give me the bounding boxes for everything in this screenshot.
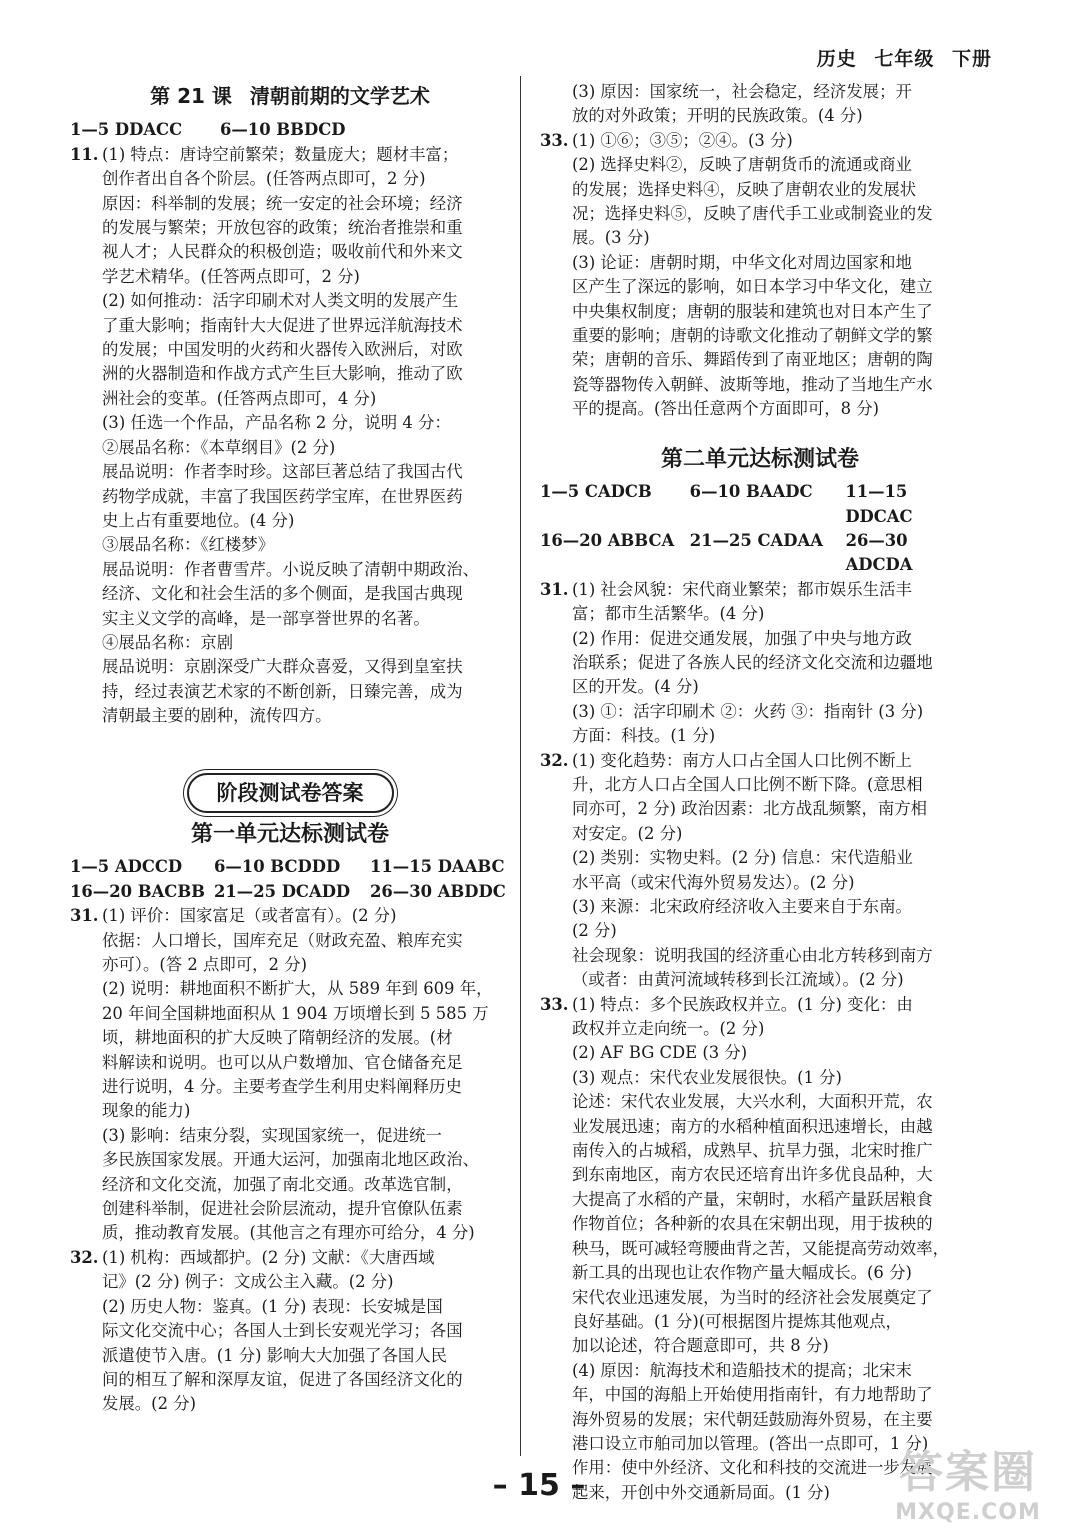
mc-answer: 6—10 BAADC bbox=[689, 482, 813, 502]
answer-line: 治联系；促进了各族人民的经济文化交流和边疆地 bbox=[572, 652, 933, 672]
answer-line: ③展品名称：《红楼梦》 bbox=[102, 535, 275, 555]
answer-line: 洲的火器制造和作战方式产生巨大影响，推动了欧 bbox=[102, 364, 463, 384]
lesson-number: 第 21 课 bbox=[150, 84, 232, 108]
question-number: 31. bbox=[70, 906, 99, 926]
answer-line: 派遣使节入唐。(1 分) 影响大大加强了各国人民 bbox=[102, 1345, 448, 1365]
question-number: 33. bbox=[540, 994, 569, 1014]
answer-line: 同亦可，2 分) 政治因素：北方战乱频繁，南方相 bbox=[572, 799, 928, 819]
question-number: 31. bbox=[540, 579, 569, 599]
answer-line: 实主义文学的高峰，是一部享誉世界的名著。 bbox=[102, 608, 430, 628]
question-32 bbox=[70, 1246, 510, 1270]
answer-line: (1) 特点：唐诗空前繁荣；数量庞大；题材丰富； bbox=[102, 144, 459, 164]
answer-line: 秧马，既可减轻弯腰曲背之苦，又能提高劳动效率， bbox=[572, 1238, 949, 1258]
answer-line: 学艺术精华。(任答两点即可，2 分) bbox=[102, 266, 360, 286]
question-11-continued bbox=[70, 167, 510, 728]
answer-line: (1) ①⑥；③⑤；②④。(3 分) bbox=[572, 130, 793, 150]
watermark-url: MXQE.COM bbox=[895, 1500, 1041, 1525]
mc-answers-row bbox=[540, 529, 980, 578]
answer-line: 依据：人口增长，国库充足（财政充盈、粮库充实 bbox=[102, 930, 463, 950]
question-body bbox=[572, 749, 980, 773]
left-column bbox=[70, 80, 510, 1417]
mc-answers-row bbox=[540, 480, 980, 529]
question-body bbox=[572, 578, 980, 602]
answer-line: (1) 变化趋势：南方人口占全国人口比例不断上 bbox=[572, 750, 912, 770]
answer-line: ④展品名称：京剧 bbox=[102, 632, 234, 652]
section-title-box: 阶段测试卷答案 bbox=[187, 773, 394, 813]
answer-line: 创建科举制，促进社会阶层流动，提升官僚队伍素 bbox=[102, 1199, 463, 1219]
mc-answer: 1—5 CADCB bbox=[540, 482, 652, 502]
answer-line: 质，推动教育发展。(其他言之有理亦可给分，4 分) bbox=[102, 1223, 475, 1243]
answer-line: 视人才；人民群众的积极创造；吸收前代和外来文 bbox=[102, 242, 463, 262]
answer-line: 港口设立市舶司加以管理。(答出一点即可，1 分) bbox=[572, 1433, 929, 1453]
answer-line: (2 分) bbox=[572, 921, 617, 941]
lesson-heading bbox=[70, 84, 510, 108]
answer-line: 业发展迅速；南方的水稻种植面积迅速增长，由越 bbox=[572, 1116, 933, 1136]
question-33-continued bbox=[540, 153, 980, 421]
mc-answer: 21—25 CADAA bbox=[689, 530, 823, 550]
answer-line: 年，中国的海船上开始使用指南针，有力地帮助了 bbox=[572, 1385, 933, 1405]
mc-answers-row bbox=[70, 880, 510, 904]
lesson-title: 清朝前期的文学艺术 bbox=[249, 84, 430, 108]
mc-answer: 6—10 BBDCD bbox=[220, 120, 346, 140]
answer-line: 经济和文化交流，加强了南北交通。改革选官制， bbox=[102, 1174, 463, 1194]
answer-line: 政权并立走向统一。(2 分) bbox=[572, 1019, 765, 1039]
answer-line: 顷，耕地面积的扩大反映了隋朝经济的发展。(材 bbox=[102, 1028, 453, 1048]
answer-line: 持，经过表演艺术家的不断创新，日臻完善，成为 bbox=[102, 681, 463, 701]
answer-line: 展品说明：作者李时珍。这部巨著总结了我国古代 bbox=[102, 462, 463, 482]
answer-line: (2) 类别：实物史料。(2 分) 信息：宋代造船业 bbox=[572, 848, 913, 868]
watermark-text: 答案圈 bbox=[899, 1447, 1037, 1498]
page-number: – 15 – bbox=[492, 1468, 586, 1503]
answer-line: (3) 来源：北宋政府经济收入主要来自于东南。 bbox=[572, 897, 912, 916]
answer-line: 区的开发。(4 分) bbox=[572, 677, 699, 697]
answer-line: 社会现象：说明我国的经济重心由北方转移到南方 bbox=[572, 945, 933, 965]
answer-line: (1) 特点：多个民族政权并立。(1 分) 变化：由 bbox=[572, 994, 913, 1014]
answer-line: (2) 说明：耕地面积不断扩大，从 589 年到 609 年， bbox=[102, 979, 493, 999]
answer-line: 作用：使中外经济、文化和科技的交流进一步发展 bbox=[572, 1458, 933, 1478]
answer-line: 的发展与繁荣；开放包容的政策；统治者推崇和重 bbox=[102, 218, 463, 238]
answer-line: 经济、文化和社会生活的多个侧面，是我国古典现 bbox=[102, 584, 463, 604]
answer-line: (3) 影响：结束分裂，实现国家统一，促进统一 bbox=[102, 1125, 442, 1145]
header-subject: 历史 bbox=[816, 48, 857, 70]
header-volume: 下册 bbox=[951, 48, 992, 70]
answer-line: (1) 评价：国家富足（或者富有）。(2 分) bbox=[102, 906, 397, 926]
right-column bbox=[540, 80, 980, 1505]
answer-line: 的发展；选择史料④，反映了唐朝农业的发展状 bbox=[572, 179, 917, 199]
question-33-continued bbox=[540, 1017, 980, 1505]
question-body bbox=[572, 993, 980, 1017]
answer-line: 了重大影响；指南针大大促进了世界远洋航海技术 bbox=[102, 315, 463, 335]
mc-answer: 11—15 DDCAC bbox=[845, 482, 913, 526]
answer-line: 的发展；中国发明的火药和火器传入欧洲后，对欧 bbox=[102, 340, 463, 360]
question-body bbox=[102, 1246, 510, 1270]
mc-answer: 16—20 ABBCA bbox=[540, 530, 675, 550]
answer-line: 良好基础。(1 分)(可根据图片提炼其他观点， bbox=[572, 1311, 902, 1331]
unit-2-title: 第二单元达标测试卷 bbox=[660, 446, 859, 472]
mc-answer: 11—15 DAABC bbox=[370, 857, 505, 877]
question-31 bbox=[540, 578, 980, 602]
answer-line: 宋代农业迅速发展，为当时的经济社会发展奠定了 bbox=[572, 1287, 933, 1307]
answer-line: 对安定。(2 分) bbox=[572, 823, 683, 843]
answer-line: 况；选择史料⑤，反映了唐代手工业或制瓷业的发 bbox=[572, 204, 933, 224]
answer-line: 到东南地区，南方农民还培育出许多优良品种，大 bbox=[572, 1165, 933, 1185]
page-number-value: 15 bbox=[518, 1468, 560, 1503]
mc-answers-row bbox=[70, 855, 510, 879]
answer-line: 南传入的占城稻，成熟早、抗旱力强，北宋时推广 bbox=[572, 1141, 933, 1161]
mc-answer: 16—20 BACBB bbox=[70, 881, 206, 901]
answer-line: 作物首位；各种新的农具在宋朝出现，用于拔秧的 bbox=[572, 1214, 933, 1234]
question-number: 32. bbox=[540, 750, 569, 770]
answer-line: 展品说明：京剧深受广大群众喜爱，又得到皇室扶 bbox=[102, 657, 463, 677]
mc-answer: 1—5 DDACC bbox=[70, 120, 183, 140]
answer-line: 创作者出自各个阶层。(任答两点即可，2 分) bbox=[102, 169, 426, 189]
answer-line: 记》(2 分) 例子：文成公主入藏。(2 分) bbox=[102, 1272, 394, 1292]
question-number: 33. bbox=[540, 130, 569, 150]
answer-line: 平的提高。(答出任意两个方面即可，8 分) bbox=[572, 399, 880, 419]
mc-answer: 26—30 ADCDA bbox=[845, 530, 913, 575]
question-32-continued bbox=[540, 773, 980, 993]
continued-answer bbox=[540, 80, 980, 129]
answer-line: 清朝最主要的剧种，流传四方。 bbox=[102, 706, 332, 726]
section-box-wrap bbox=[70, 773, 510, 813]
unit-1-title: 第一单元达标测试卷 bbox=[190, 821, 389, 847]
answer-line: (1) 社会风貌：宋代商业繁荣；都市娱乐生活丰 bbox=[572, 579, 912, 599]
answer-line: (3) 原因：国家统一，社会稳定，经济发展；开 bbox=[572, 82, 912, 101]
answer-line: (3) ①：活字印刷术 ②：火药 ③：指南针 (3 分) bbox=[572, 701, 924, 721]
answer-line: 料解读和说明。也可以从户数增加、官仓储备充足 bbox=[102, 1052, 463, 1072]
column-divider bbox=[520, 76, 521, 1456]
answer-line: (2) 历史人物：鉴真。(1 分) 表现：长安城是国 bbox=[102, 1296, 443, 1316]
answer-line: 发展。(2 分) bbox=[102, 1394, 196, 1414]
answer-line: 新工具的出现也让农作物产量大幅成长。(6 分) bbox=[572, 1263, 912, 1283]
question-31-continued bbox=[540, 602, 980, 748]
question-body bbox=[572, 129, 980, 153]
answer-line: (3) 论证：唐朝时期，中华文化对周边国家和地 bbox=[572, 252, 912, 272]
question-body bbox=[102, 143, 510, 167]
answer-line: 原因：科举制的发展；统一安定的社会环境；经济 bbox=[102, 193, 463, 213]
answer-line: 多民族国家发展。开通大运河，加强南北地区政治、 bbox=[102, 1150, 479, 1170]
answer-line: (2) AF BG CDE (3 分) bbox=[572, 1043, 748, 1063]
mc-answer: 21—25 DCADD bbox=[214, 881, 351, 901]
question-32 bbox=[540, 749, 980, 773]
question-number: 32. bbox=[70, 1247, 99, 1267]
answer-line: 中央集权制度；唐朝的服装和建筑也对日本产生了 bbox=[572, 301, 933, 321]
answer-line: (2) 选择史料②，反映了唐朝货币的流通或商业 bbox=[572, 155, 912, 175]
answer-line: （或者：由黄河流域转移到长江流域）。(2 分) bbox=[572, 970, 904, 990]
answer-line: ②展品名称：《本草纲目》(2 分) bbox=[102, 437, 336, 457]
answer-line: 史上占有重要地位。(4 分) bbox=[102, 510, 295, 530]
answer-line: (4) 原因：航海技术和造船技术的提高；北宋末 bbox=[572, 1360, 912, 1380]
answer-line: 区产生了深远的影响，如日本学习中华文化，建立 bbox=[572, 277, 933, 297]
page-header bbox=[807, 44, 992, 71]
answer-line: (3) 任选一个作品，产品名称 2 分，说明 4 分： bbox=[102, 413, 451, 433]
answer-line: 进行说明，4 分。主要考查学生利用史料阐释历史 bbox=[102, 1077, 462, 1097]
answer-line: 水平高（或宋代海外贸易发达）。(2 分) bbox=[572, 872, 855, 892]
question-32-continued bbox=[70, 1270, 510, 1416]
watermark-logo bbox=[878, 1436, 1058, 1526]
answer-line: 药物学成就，丰富了我国医药学宝库，在世界医药 bbox=[102, 486, 463, 506]
question-31-continued bbox=[70, 929, 510, 1246]
answer-line: 加以论述，符合题意即可，共 8 分) bbox=[572, 1336, 829, 1356]
answer-line: 方面：科技。(1 分) bbox=[572, 726, 716, 746]
answer-line: 亦可）。(答 2 点即可，2 分) bbox=[102, 955, 307, 974]
question-31 bbox=[70, 904, 510, 928]
answer-line: 富；都市生活繁华。(4 分) bbox=[572, 604, 765, 624]
mc-answer: 26—30 ABDDC bbox=[370, 881, 506, 901]
mc-answer: 6—10 BCDDD bbox=[214, 857, 341, 877]
answer-line: 论述：宋代农业发展，大兴水利，大面积开荒，农 bbox=[572, 1092, 933, 1112]
answer-line: 展。(3 分) bbox=[572, 228, 650, 248]
answer-line: 现象的能力) bbox=[102, 1101, 191, 1121]
mc-answers-row bbox=[70, 118, 510, 142]
answer-line: 大提高了水稻的产量，宋朝时，水稻产量跃居粮食 bbox=[572, 1189, 933, 1209]
answer-line: 20 年间全国耕地面积从 1 904 万顷增长到 5 585 万 bbox=[102, 1003, 489, 1023]
answer-line: (2) 作用：促进交通发展，加强了中央与地方政 bbox=[572, 628, 912, 648]
answer-line: (1) 机构：西域都护。(2 分) 文献：《大唐西域 bbox=[102, 1247, 435, 1267]
answer-line: 洲社会的变革。(任答两点即可，4 分) bbox=[102, 388, 377, 408]
answer-line: 海外贸易的发展；宋代朝廷鼓励海外贸易，在主要 bbox=[572, 1409, 933, 1429]
question-33 bbox=[540, 993, 980, 1017]
answer-line: 间的相互了解和深厚友谊，促进了各国经济文化的 bbox=[102, 1369, 463, 1389]
answer-line: 展品说明：作者曹雪芹。小说反映了清朝中期政治、 bbox=[102, 559, 479, 579]
mc-answer: 1—5 ADCCD bbox=[70, 857, 183, 877]
answer-line: (3) 观点：宋代农业发展很快。(1 分) bbox=[572, 1067, 842, 1087]
question-33 bbox=[540, 129, 980, 153]
answer-line: 升，北方人口占全国人口比例不断下降。(意思相 bbox=[572, 774, 923, 794]
answer-line: 瓷等器物传入朝鲜、波斯等地，推动了当地生产水 bbox=[572, 374, 933, 394]
answer-line: 荣；唐朝的音乐、舞蹈传到了南亚地区；唐朝的陶 bbox=[572, 350, 933, 370]
answer-line: 起来，开创中外交通新局面。(1 分) bbox=[572, 1482, 830, 1502]
answer-line: 重要的影响；唐朝的诗歌文化推动了朝鲜文学的繁 bbox=[572, 326, 933, 346]
question-body bbox=[102, 904, 510, 928]
answer-line: 际文化交流中心；各国人士到长安观光学习；各国 bbox=[102, 1321, 463, 1341]
answer-line: 放的对外政策；开明的民族政策。(4 分) bbox=[572, 106, 863, 126]
question-number: 11. bbox=[70, 144, 99, 164]
question-11 bbox=[70, 143, 510, 167]
answer-line: (2) 如何推动：活字印刷术对人类文明的发展产生 bbox=[102, 291, 459, 311]
header-grade: 七年级 bbox=[874, 48, 935, 70]
